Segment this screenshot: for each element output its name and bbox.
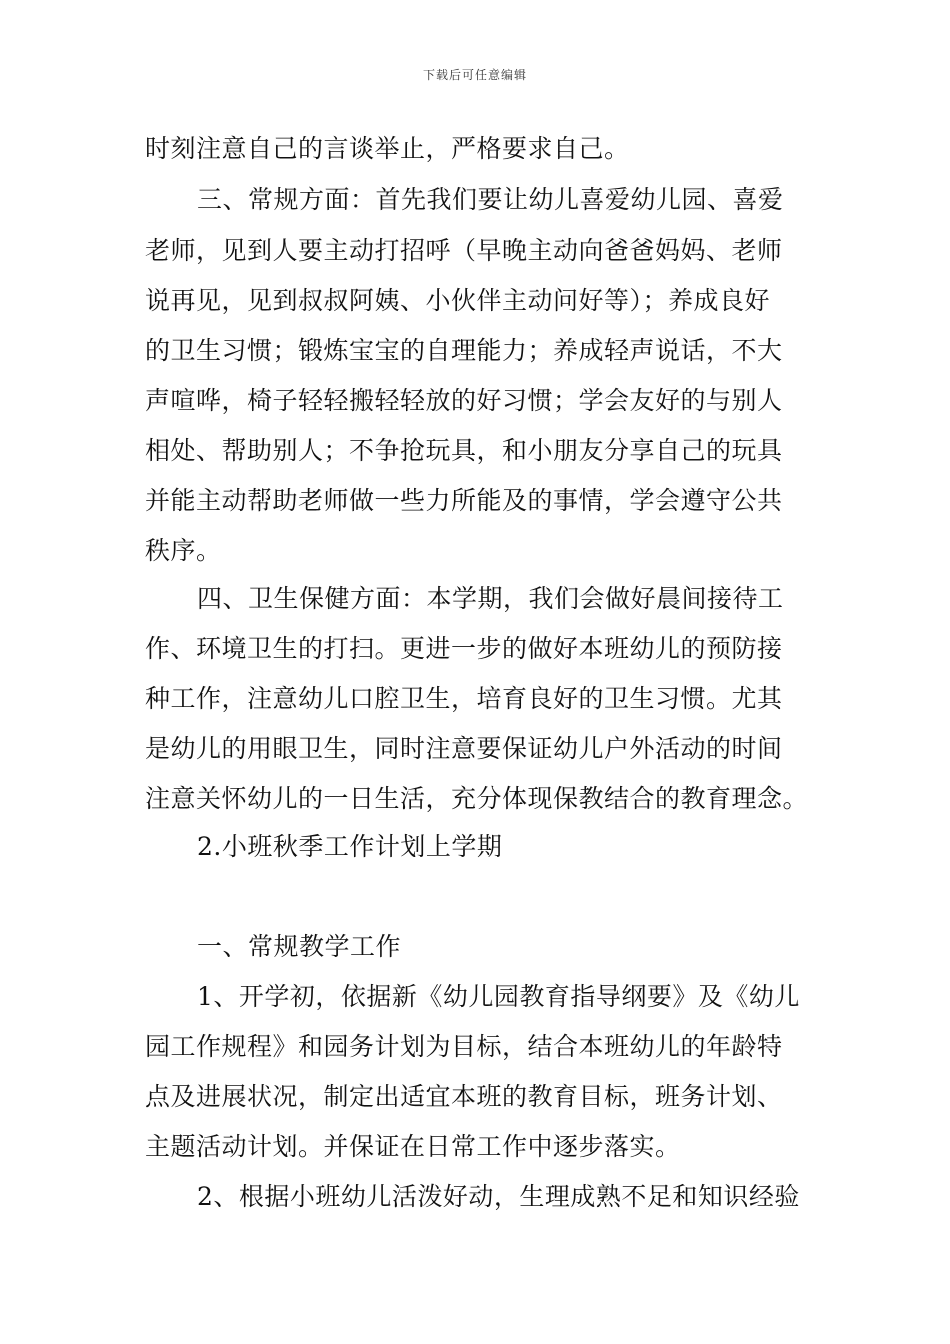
text-line: 点及进展状况，制定出适宜本班的教育目标，班务计划、 [145, 1082, 783, 1111]
text-line: 种工作，注意幼儿口腔卫生，培育良好的卫生习惯。尤其 [145, 684, 783, 713]
section-heading: 2.小班秋季工作计划上学期 [197, 832, 503, 861]
page-header: 下载后可任意编辑 [422, 68, 527, 82]
text-line: 相处、帮助别人；不争抢玩具，和小朋友分享自己的玩具 [145, 436, 783, 465]
text-line: 时刻注意自己的言谈举止，严格要求自己。 [145, 134, 630, 163]
text-line: 主题活动计划。并保证在日常工作中逐步落实。 [145, 1132, 681, 1161]
paragraph-start-line: 三、常规方面：首先我们要让幼儿喜爱幼儿园、喜爱 [197, 185, 784, 214]
text-line: 作、环境卫生的打扫。更进一步的做好本班幼儿的预防接 [145, 634, 783, 663]
text-line: 并能主动帮助老师做一些力所能及的事情，学会遵守公共 [145, 486, 783, 515]
paragraph-start-line: 1、开学初，依据新《幼儿园教育指导纲要》及《幼儿 [197, 982, 800, 1011]
text-line: 声喧哗，椅子轻轻搬轻轻放的好习惯；学会友好的与别人 [145, 386, 783, 415]
text-line: 说再见，见到叔叔阿姨、小伙伴主动问好等）；养成良好 [145, 286, 771, 315]
text-line: 的卫生习惯；锻炼宝宝的自理能力；养成轻声说话，不大 [145, 336, 783, 365]
text-line: 园工作规程》和园务计划为目标，结合本班幼儿的年龄特 [145, 1032, 783, 1061]
text-line: 注意关怀幼儿的一日生活，充分体现保教结合的教育理念。 [145, 784, 809, 813]
paragraph-start-line: 2、根据小班幼儿活泼好动，生理成熟不足和知识经验 [197, 1182, 800, 1211]
section-heading: 一、常规教学工作 [197, 932, 402, 961]
paragraph-start-line: 四、卫生保健方面：本学期，我们会做好晨间接待工 [197, 584, 784, 613]
text-line: 秩序。 [145, 536, 222, 565]
text-line: 老师，见到人要主动打招呼（早晚主动向爸爸妈妈、老师 [145, 236, 783, 265]
text-line: 是幼儿的用眼卫生，同时注意要保证幼儿户外活动的时间 [145, 734, 783, 763]
